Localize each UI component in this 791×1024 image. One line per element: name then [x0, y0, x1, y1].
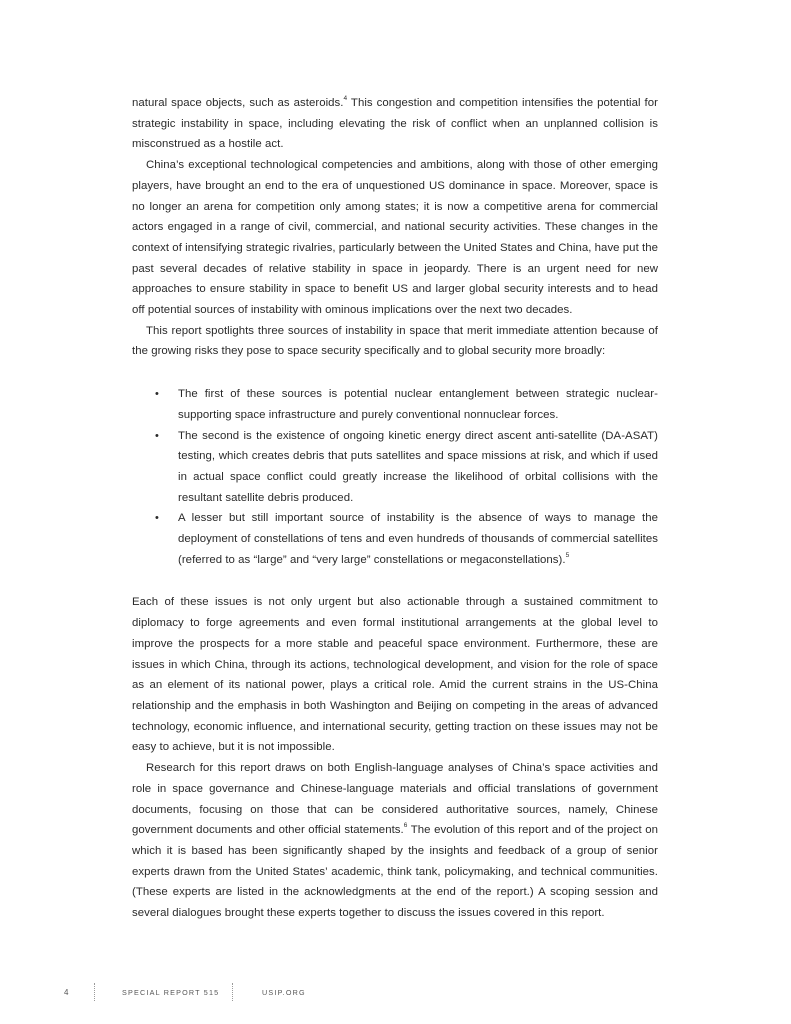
- bullet-item-1: • The first of these sources is potential nuclear entanglement between strategic nuclear-supporting space infrastructure and purely conventional nonnuclear forces.: [132, 384, 658, 425]
- body-text: [132, 93, 658, 924]
- footnote-ref-6[interactable]: 6: [403, 822, 408, 830]
- paragraph-2: China’s exceptional technological competencies and ambitions, along with those of other emerging players, have brought an end to the era of unquestioned US dominance in space. Moreover, space is no longer an arena for competition only among states; it is now a competitive arena for commercial actors engaged in a range of civil, commercial, and national security activities. These changes in the context of intensifying strategic rivalries, particularly between the United States and China, have put the past several decades of relative stability in space in jeopardy. There is an urgent need for new approaches to ensure stability in space to benefit US and larger global security interests and to head off potential sources of instability with ominous implications over the next two decades.: [132, 159, 658, 317]
- bullet-mark: •: [155, 388, 159, 401]
- bullet-list: [132, 384, 658, 570]
- bullet-mark: •: [155, 429, 159, 442]
- bullet-item-2: • The second is the existence of ongoing kinetic energy direct ascent anti-satellite (DA-ASAT) testing, which creates debris that puts satellites and space missions at risk, and which if used in actual space conflict could greatly increase the likelihood of orbital collisions with the resultant satellite debris produced.: [132, 426, 658, 509]
- paragraph-4: Each of these issues is not only urgent but also actionable through a sustained commitment to diplomacy to forge agreements and even formal institutional arrangements at the global level to improve the prospects for a more stable and peaceful space environment. Furthermore, these are issues in which China, through its actions, technological development, and vision for the role of space as an element of its national power, plays a critical role. Amid the current strains in the US-China relationship and the emphasis in both Washington and Beijing on competing in the areas of advanced technology, economic influence, and international security, getting traction on these issues may not be easy to achieve, but it is not impossible.: [132, 596, 658, 754]
- paragraph-3: This report spotlights three sources of instability in space that merit immediate attention because of the growing risks they pose to space security specifically and to global security more broadly:: [132, 324, 658, 358]
- footer-divider: [94, 983, 95, 1001]
- footer-divider: [232, 983, 233, 1001]
- footnote-ref-5[interactable]: 5: [565, 551, 570, 559]
- page-number: 4: [64, 988, 69, 997]
- paragraph-5: Research for this report draws on both English-language analyses of China’s space activities and role in space governance and Chinese-language materials and official translations of government documents, focusing on those that can be considered authoritative sources, namely, Chinese government documents and other official statements.$^6$ The evolution of this report and of the project on which it is based has been significantly shaped by the insights and feedback of a group of senior experts drawn from the United States’ academic, think tank, policymaking, and technical communities. (These experts are listed in the acknowledgments at the end of the report.) A scoping session and several dialogues brought these experts together to discuss the issues covered in this report.: [132, 762, 658, 920]
- footnote-ref-4[interactable]: 4: [343, 95, 348, 103]
- bullet-item-3: • A lesser but still important source of instability is the absence of ways to manage the deployment of constellations of tens and even hundreds of thousands of commercial satellites (referred to as “large” and “very large” constellations or megaconstellations).$^5$: [132, 508, 658, 570]
- bullet-mark: •: [155, 512, 159, 525]
- report-label: SPECIAL REPORT 515: [122, 988, 220, 997]
- site-link[interactable]: USIP.ORG: [262, 988, 306, 997]
- paragraph-1: natural space objects, such as asteroids.$^4$ This congestion and competition intensifies the potential for strategic instability in space, including elevating the risk of conflict when an unplanned collision is misconstrued as a hostile act.: [132, 95, 658, 151]
- page-footer: [0, 980, 791, 1010]
